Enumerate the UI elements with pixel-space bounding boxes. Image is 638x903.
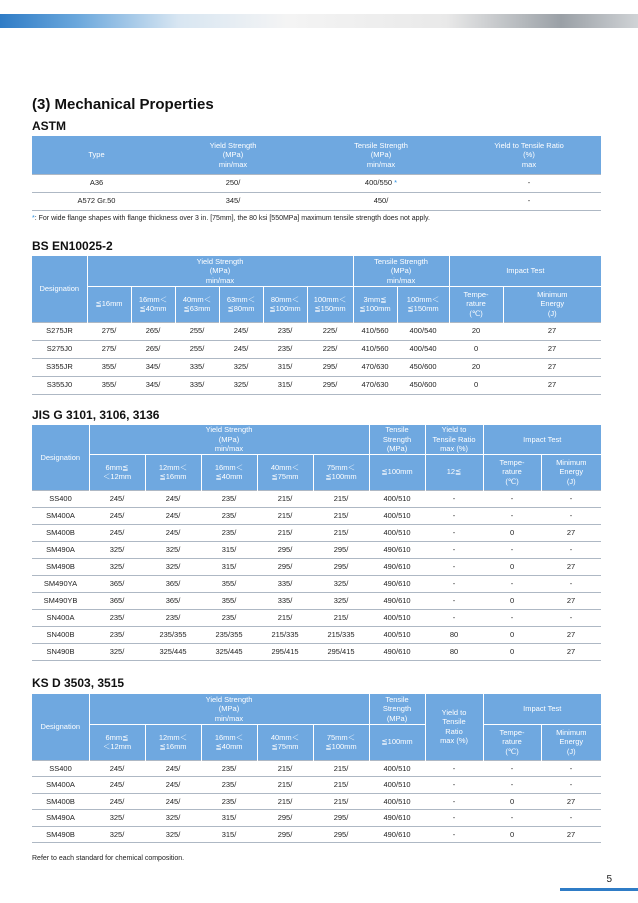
ks-table bbox=[32, 694, 601, 843]
table-cell: 27 bbox=[541, 826, 601, 843]
table-cell: 0 bbox=[449, 376, 503, 394]
table-cell: 295/ bbox=[257, 826, 313, 843]
table-cell: 355/ bbox=[201, 575, 257, 592]
jis-header-row-2 bbox=[32, 454, 601, 490]
ks-header-row-1 bbox=[32, 694, 601, 724]
table-row bbox=[32, 826, 601, 843]
table-cell: - bbox=[425, 609, 483, 626]
table-cell: 325/ bbox=[89, 643, 145, 660]
table-cell: 27 bbox=[503, 376, 601, 394]
table-cell: S275JR bbox=[32, 322, 87, 340]
table-cell: 295/ bbox=[313, 558, 369, 575]
table-cell: 295/415 bbox=[313, 643, 369, 660]
table-cell: 295/ bbox=[313, 541, 369, 558]
table-cell: 215/ bbox=[313, 524, 369, 541]
footnote-marker: * bbox=[392, 178, 398, 188]
table-cell: 0 bbox=[483, 524, 541, 541]
table-row bbox=[32, 760, 601, 777]
astm-header-yield: Yield Strength (MPa) min/max bbox=[161, 136, 305, 174]
bs-header-impact: Impact Test bbox=[449, 256, 601, 286]
table-cell: - bbox=[425, 592, 483, 609]
astm-header-ratio: Yield to Tensile Ratio (%) max bbox=[457, 136, 601, 174]
table-cell: - bbox=[425, 524, 483, 541]
table-cell: 245/ bbox=[145, 793, 201, 810]
bs-subheader: 100mm＜ ≦150mm bbox=[307, 286, 353, 322]
table-cell: 215/ bbox=[257, 760, 313, 777]
table-cell: 470/630 bbox=[353, 358, 397, 376]
table-cell: 450/ bbox=[305, 192, 457, 210]
table-cell: SM490A bbox=[32, 810, 89, 827]
table-cell: 315/ bbox=[263, 376, 307, 394]
table-cell: 27 bbox=[503, 322, 601, 340]
table-cell: - bbox=[483, 507, 541, 524]
table-cell: 245/ bbox=[89, 793, 145, 810]
table-cell: 410/560 bbox=[353, 322, 397, 340]
table-cell: 365/ bbox=[89, 592, 145, 609]
bs-header-yield: Yield Strength (MPa) min/max bbox=[87, 256, 353, 286]
table-cell: - bbox=[457, 174, 601, 192]
table-row bbox=[32, 358, 601, 376]
table-cell: 400/510 bbox=[369, 777, 425, 794]
table-cell: 365/ bbox=[145, 592, 201, 609]
table-cell: 325/ bbox=[89, 541, 145, 558]
ks-header-ratio: Yield to Tensile Ratio max (%) bbox=[425, 694, 483, 760]
table-cell: SN400B bbox=[32, 626, 89, 643]
table-cell: 245/ bbox=[219, 322, 263, 340]
bs-subheader: 3mm≦ ≦100mm bbox=[353, 286, 397, 322]
table-cell: 470/630 bbox=[353, 376, 397, 394]
jis-subheader: 6mm≦ ＜12mm bbox=[89, 454, 145, 490]
table-cell: 490/610 bbox=[369, 558, 425, 575]
table-row bbox=[32, 192, 601, 210]
bs-header-tensile: Tensile Strength (MPa) min/max bbox=[353, 256, 449, 286]
table-cell: 490/610 bbox=[369, 810, 425, 827]
ks-header-yield: Yield Strength (MPa) min/max bbox=[89, 694, 369, 724]
table-cell: 235/ bbox=[263, 340, 307, 358]
table-cell: 365/ bbox=[145, 575, 201, 592]
table-cell: 400/510 bbox=[369, 793, 425, 810]
jis-subheader: 40mm＜ ≦75mm bbox=[257, 454, 313, 490]
table-cell: 215/ bbox=[257, 777, 313, 794]
table-cell: 275/ bbox=[87, 340, 131, 358]
table-cell: 345/ bbox=[161, 192, 305, 210]
bs-subheader: 40mm＜ ≦63mm bbox=[175, 286, 219, 322]
table-row bbox=[32, 592, 601, 609]
table-cell: 245/ bbox=[89, 777, 145, 794]
table-row bbox=[32, 507, 601, 524]
table-cell: 27 bbox=[503, 340, 601, 358]
ks-subheader: Minimum Energy (J) bbox=[541, 724, 601, 760]
table-cell: 295/415 bbox=[257, 643, 313, 660]
table-cell: SN400A bbox=[32, 609, 89, 626]
table-cell: 215/ bbox=[257, 609, 313, 626]
bs-subheader: ≦16mm bbox=[87, 286, 131, 322]
bs-header-designation bbox=[32, 256, 87, 322]
table-row bbox=[32, 609, 601, 626]
table-cell: - bbox=[541, 609, 601, 626]
bottom-note: Refer to each standard for chemical composition. bbox=[32, 855, 185, 862]
table-cell: 235/ bbox=[145, 609, 201, 626]
table-cell: 400/510 bbox=[369, 626, 425, 643]
table-cell: 225/ bbox=[307, 340, 353, 358]
table-cell: SM490A bbox=[32, 541, 89, 558]
table-cell: 215/ bbox=[313, 507, 369, 524]
table-cell: SM490B bbox=[32, 558, 89, 575]
table-row bbox=[32, 558, 601, 575]
bs-subheader: 63mm＜ ≦80mm bbox=[219, 286, 263, 322]
bs-header-row-2 bbox=[32, 286, 601, 322]
table-cell: SS400 bbox=[32, 490, 89, 507]
astm-header-type: Type bbox=[32, 136, 161, 174]
table-cell: 325/ bbox=[313, 575, 369, 592]
table-cell: 245/ bbox=[145, 507, 201, 524]
table-cell: 265/ bbox=[131, 322, 175, 340]
jis-header-designation bbox=[32, 425, 89, 490]
table-cell: 0 bbox=[449, 340, 503, 358]
table-row bbox=[32, 777, 601, 794]
table-cell: 235/ bbox=[201, 760, 257, 777]
table-cell: 315/ bbox=[201, 826, 257, 843]
table-cell: 215/ bbox=[313, 609, 369, 626]
table-cell: SM400B bbox=[32, 793, 89, 810]
bs-table bbox=[32, 256, 601, 395]
ks-header-row-2 bbox=[32, 724, 601, 760]
table-cell: S275J0 bbox=[32, 340, 87, 358]
table-cell: 245/ bbox=[145, 777, 201, 794]
table-cell: 325/ bbox=[145, 541, 201, 558]
table-cell: - bbox=[425, 558, 483, 575]
table-cell: 235/355 bbox=[201, 626, 257, 643]
table-cell: 335/ bbox=[175, 376, 219, 394]
table-cell: 400/510 bbox=[369, 490, 425, 507]
jis-header-row-1 bbox=[32, 425, 601, 454]
table-cell: 235/ bbox=[201, 490, 257, 507]
table-cell: 215/ bbox=[257, 507, 313, 524]
table-cell: 80 bbox=[425, 626, 483, 643]
table-cell: 295/ bbox=[307, 376, 353, 394]
table-cell: 275/ bbox=[87, 322, 131, 340]
bs-subheader: 16mm＜ ≦40mm bbox=[131, 286, 175, 322]
table-cell: 315/ bbox=[201, 810, 257, 827]
ks-header-tensile: Tensile Strength (MPa) bbox=[369, 694, 425, 724]
ks-subheader: 40mm＜ ≦75mm bbox=[257, 724, 313, 760]
table-cell: - bbox=[425, 777, 483, 794]
table-cell: 325/445 bbox=[145, 643, 201, 660]
table-cell: SM490B bbox=[32, 826, 89, 843]
page-title: (3) Mechanical Properties bbox=[32, 96, 214, 113]
table-cell: 245/ bbox=[89, 507, 145, 524]
table-cell: A36 bbox=[32, 174, 161, 192]
table-cell: 0 bbox=[483, 793, 541, 810]
table-cell: - bbox=[541, 541, 601, 558]
table-cell: 325/ bbox=[145, 810, 201, 827]
table-cell: 335/ bbox=[257, 592, 313, 609]
table-cell: 235/ bbox=[201, 524, 257, 541]
table-cell: - bbox=[541, 490, 601, 507]
table-cell: 450/600 bbox=[397, 376, 449, 394]
table-cell: 490/610 bbox=[369, 541, 425, 558]
table-cell: 215/ bbox=[257, 524, 313, 541]
bs-designation-label: Designation bbox=[39, 284, 80, 293]
table-cell: 345/ bbox=[131, 358, 175, 376]
table-cell: - bbox=[541, 760, 601, 777]
jis-heading: JIS G 3101, 3106, 3136 bbox=[32, 408, 160, 422]
table-cell: 215/ bbox=[313, 760, 369, 777]
table-cell: 245/ bbox=[145, 760, 201, 777]
table-cell: 20 bbox=[449, 322, 503, 340]
ks-subheader: ≦100mm bbox=[369, 724, 425, 760]
table-cell: 490/610 bbox=[369, 826, 425, 843]
table-cell: A572 Gr.50 bbox=[32, 192, 161, 210]
ks-header-designation bbox=[32, 694, 89, 760]
table-cell: 400/510 bbox=[369, 760, 425, 777]
table-row bbox=[32, 322, 601, 340]
page-number: 5 bbox=[606, 874, 612, 885]
table-cell: 250/ bbox=[161, 174, 305, 192]
table-cell: - bbox=[541, 575, 601, 592]
table-cell: - bbox=[541, 507, 601, 524]
table-cell: 325/ bbox=[89, 826, 145, 843]
jis-header-impact: Impact Test bbox=[483, 425, 601, 454]
table-cell: 325/ bbox=[145, 558, 201, 575]
table-cell: 0 bbox=[483, 558, 541, 575]
table-cell: 235/ bbox=[89, 626, 145, 643]
table-cell: - bbox=[425, 793, 483, 810]
table-row bbox=[32, 340, 601, 358]
table-cell: - bbox=[483, 810, 541, 827]
table-cell: 255/ bbox=[175, 322, 219, 340]
table-cell: 255/ bbox=[175, 340, 219, 358]
table-cell: 325/445 bbox=[201, 643, 257, 660]
table-row bbox=[32, 575, 601, 592]
table-cell: 295/ bbox=[257, 541, 313, 558]
table-cell: - bbox=[483, 777, 541, 794]
table-cell: 235/ bbox=[89, 609, 145, 626]
table-cell: 215/ bbox=[257, 793, 313, 810]
table-cell: 335/ bbox=[175, 358, 219, 376]
table-cell: 410/560 bbox=[353, 340, 397, 358]
table-cell: - bbox=[457, 192, 601, 210]
table-cell: SM490YA bbox=[32, 575, 89, 592]
table-cell: 215/ bbox=[313, 793, 369, 810]
table-cell: 355/ bbox=[87, 358, 131, 376]
jis-subheader: 75mm＜ ≦100mm bbox=[313, 454, 369, 490]
table-cell: 295/ bbox=[307, 358, 353, 376]
ks-subheader: 16mm＜ ≦40mm bbox=[201, 724, 257, 760]
table-cell: 245/ bbox=[219, 340, 263, 358]
jis-table bbox=[32, 425, 601, 661]
table-cell: 215/335 bbox=[313, 626, 369, 643]
table-cell: - bbox=[425, 575, 483, 592]
table-row bbox=[32, 643, 601, 660]
table-cell: 295/ bbox=[257, 810, 313, 827]
table-cell: 27 bbox=[503, 358, 601, 376]
table-cell: - bbox=[425, 810, 483, 827]
table-cell: S355J0 bbox=[32, 376, 87, 394]
table-cell: 27 bbox=[541, 524, 601, 541]
bs-heading: BS EN10025-2 bbox=[32, 239, 113, 253]
table-cell: 295/ bbox=[257, 558, 313, 575]
table-cell: 295/ bbox=[313, 810, 369, 827]
table-cell: 80 bbox=[425, 643, 483, 660]
jis-subheader: ≦100mm bbox=[369, 454, 425, 490]
table-cell: 0 bbox=[483, 826, 541, 843]
astm-header-tensile: Tensile Strength (MPa) min/max bbox=[305, 136, 457, 174]
table-cell: 215/ bbox=[313, 490, 369, 507]
table-cell: 400/510 bbox=[369, 609, 425, 626]
jis-header-ratio: Yield to Tensile Ratio max (%) bbox=[425, 425, 483, 454]
table-row bbox=[32, 541, 601, 558]
table-cell: 27 bbox=[541, 592, 601, 609]
table-row bbox=[32, 810, 601, 827]
table-cell: 325/ bbox=[145, 826, 201, 843]
table-cell: - bbox=[425, 490, 483, 507]
table-cell: 0 bbox=[483, 643, 541, 660]
bs-subheader: Tempe- rature (℃) bbox=[449, 286, 503, 322]
table-cell: 245/ bbox=[145, 490, 201, 507]
jis-header-tensile: Tensile Strength (MPa) bbox=[369, 425, 425, 454]
table-cell: - bbox=[483, 490, 541, 507]
table-cell: 0 bbox=[483, 592, 541, 609]
table-row bbox=[32, 490, 601, 507]
table-row bbox=[32, 376, 601, 394]
table-cell: 325/ bbox=[313, 592, 369, 609]
table-cell: 235/ bbox=[201, 777, 257, 794]
table-cell: 245/ bbox=[145, 524, 201, 541]
table-cell: - bbox=[425, 507, 483, 524]
table-cell: 225/ bbox=[307, 322, 353, 340]
table-cell: 400/510 bbox=[369, 524, 425, 541]
ks-subheader: 12mm＜ ≦16mm bbox=[145, 724, 201, 760]
table-cell: 400/550 * bbox=[305, 174, 457, 192]
table-cell: - bbox=[541, 810, 601, 827]
jis-subheader: 12≦ bbox=[425, 454, 483, 490]
table-cell: - bbox=[425, 760, 483, 777]
top-decorative-bar bbox=[0, 14, 638, 28]
astm-note bbox=[32, 215, 430, 222]
jis-subheader: 16mm＜ ≦40mm bbox=[201, 454, 257, 490]
table-cell: 315/ bbox=[201, 558, 257, 575]
table-cell: - bbox=[541, 777, 601, 794]
table-cell: 490/610 bbox=[369, 643, 425, 660]
table-cell: 235/ bbox=[201, 793, 257, 810]
table-cell: SM490YB bbox=[32, 592, 89, 609]
table-cell: 490/610 bbox=[369, 575, 425, 592]
table-cell: 315/ bbox=[201, 541, 257, 558]
table-cell: SM400B bbox=[32, 524, 89, 541]
table-cell: 365/ bbox=[89, 575, 145, 592]
table-cell: 355/ bbox=[87, 376, 131, 394]
table-cell: 265/ bbox=[131, 340, 175, 358]
jis-subheader: Minimum Energy (J) bbox=[541, 454, 601, 490]
bottom-decorative-bar bbox=[560, 888, 638, 891]
table-cell: 450/600 bbox=[397, 358, 449, 376]
table-cell: 325/ bbox=[219, 358, 263, 376]
table-cell: 27 bbox=[541, 626, 601, 643]
table-cell: 400/510 bbox=[369, 507, 425, 524]
astm-note-text: : For wide flange shapes with flange thickness over 3 in. [75mm], the 80 ksi [550MPa] maximum tensile strength does not apply. bbox=[34, 215, 430, 222]
table-row bbox=[32, 524, 601, 541]
jis-header-yield: Yield Strength (MPa) min/max bbox=[89, 425, 369, 454]
table-cell: SS400 bbox=[32, 760, 89, 777]
table-cell: SM400A bbox=[32, 507, 89, 524]
table-cell: 325/ bbox=[89, 810, 145, 827]
ks-subheader: 6mm≦ ＜12mm bbox=[89, 724, 145, 760]
note-marker: * bbox=[32, 215, 35, 222]
table-cell: 27 bbox=[541, 643, 601, 660]
jis-subheader: Tempe- rature (℃) bbox=[483, 454, 541, 490]
table-row bbox=[32, 793, 601, 810]
table-cell: 335/ bbox=[257, 575, 313, 592]
table-cell: 20 bbox=[449, 358, 503, 376]
jis-designation-label: Designation bbox=[40, 452, 81, 462]
astm-heading: ASTM bbox=[32, 119, 66, 133]
ks-designation-label: Designation bbox=[40, 722, 81, 731]
table-cell: 245/ bbox=[89, 524, 145, 541]
table-cell: - bbox=[483, 575, 541, 592]
table-cell: 355/ bbox=[201, 592, 257, 609]
jis-subheader: 12mm＜ ≦16mm bbox=[145, 454, 201, 490]
astm-header-row bbox=[32, 136, 601, 174]
table-cell: - bbox=[425, 541, 483, 558]
table-cell: 235/355 bbox=[145, 626, 201, 643]
ks-header-impact: Impact Test bbox=[483, 694, 601, 724]
table-cell: - bbox=[425, 826, 483, 843]
table-cell: 345/ bbox=[131, 376, 175, 394]
table-cell: SM400A bbox=[32, 777, 89, 794]
table-cell: 400/540 bbox=[397, 340, 449, 358]
table-cell: 400/540 bbox=[397, 322, 449, 340]
table-cell: 235/ bbox=[201, 507, 257, 524]
astm-table bbox=[32, 136, 601, 211]
table-cell: 215/ bbox=[313, 777, 369, 794]
table-cell: 235/ bbox=[263, 322, 307, 340]
table-row bbox=[32, 174, 601, 192]
table-cell: - bbox=[483, 760, 541, 777]
table-cell: 0 bbox=[483, 626, 541, 643]
table-row bbox=[32, 626, 601, 643]
table-cell: 315/ bbox=[263, 358, 307, 376]
table-cell: - bbox=[483, 541, 541, 558]
table-cell: 325/ bbox=[89, 558, 145, 575]
table-cell: 215/335 bbox=[257, 626, 313, 643]
table-cell: 245/ bbox=[89, 490, 145, 507]
table-cell: 235/ bbox=[201, 609, 257, 626]
table-cell: SN490B bbox=[32, 643, 89, 660]
table-cell: S355JR bbox=[32, 358, 87, 376]
table-cell: 295/ bbox=[313, 826, 369, 843]
ks-heading: KS D 3503, 3515 bbox=[32, 676, 125, 690]
bs-header-row-1 bbox=[32, 256, 601, 286]
table-cell: - bbox=[483, 609, 541, 626]
table-cell: 325/ bbox=[219, 376, 263, 394]
table-cell: 245/ bbox=[89, 760, 145, 777]
table-cell: 215/ bbox=[257, 490, 313, 507]
bs-subheader: 80mm＜ ≦100mm bbox=[263, 286, 307, 322]
bs-subheader: Minimum Energy (J) bbox=[503, 286, 601, 322]
ks-subheader: 75mm＜ ≦100mm bbox=[313, 724, 369, 760]
bs-subheader: 100mm＜ ≦150mm bbox=[397, 286, 449, 322]
table-cell: 490/610 bbox=[369, 592, 425, 609]
ks-subheader: Tempe- rature (℃) bbox=[483, 724, 541, 760]
table-cell: 27 bbox=[541, 558, 601, 575]
table-cell: 27 bbox=[541, 793, 601, 810]
